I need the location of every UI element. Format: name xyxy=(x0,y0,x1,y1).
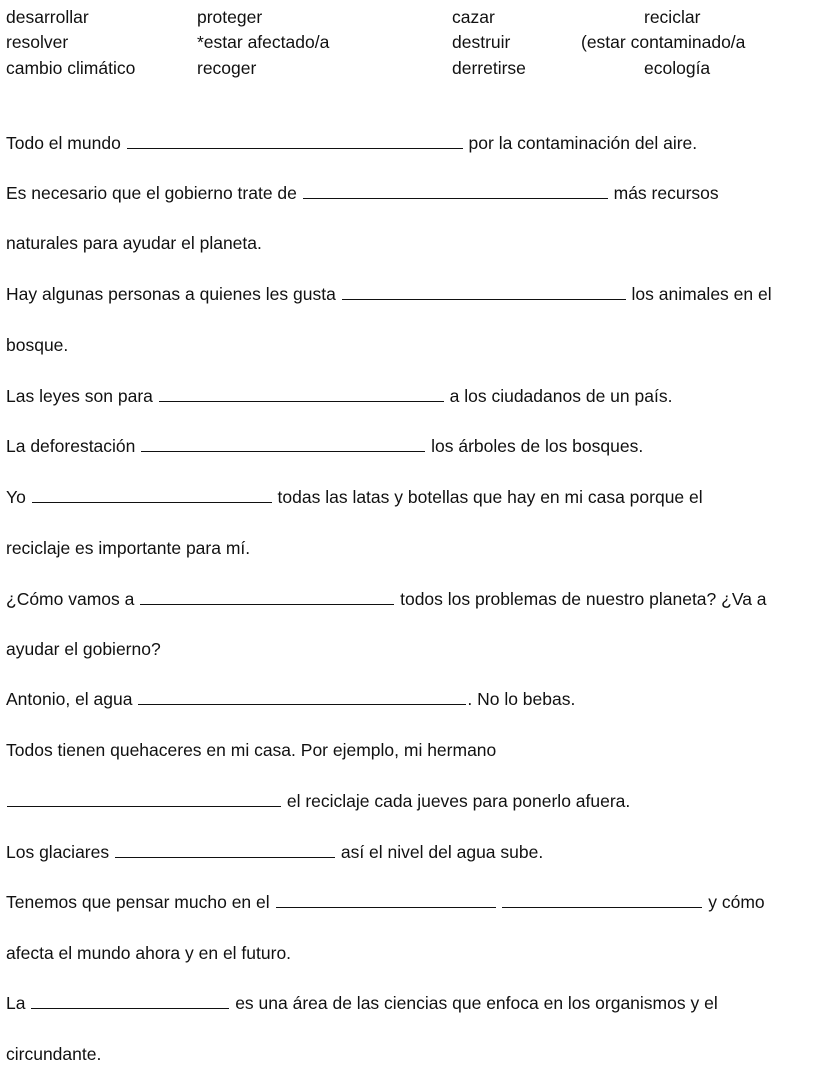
sentence-2 xyxy=(6,182,816,204)
sentence-text: Tenemos que pensar mucho en el xyxy=(6,892,275,912)
answer-blank[interactable] xyxy=(140,589,394,605)
answer-blank[interactable] xyxy=(138,689,466,705)
sentence-10 xyxy=(6,841,816,863)
sentence-text: más recursos xyxy=(608,183,719,203)
sentence-text: Todo el mundo xyxy=(6,133,126,153)
word-bank-item: destruir xyxy=(452,32,511,52)
sentence-12-continued: circundante. xyxy=(6,1044,102,1064)
sentence-11 xyxy=(6,891,816,913)
word-bank-item: cazar xyxy=(452,7,495,27)
sentence-text: así el nivel del agua sube. xyxy=(335,842,544,862)
answer-blank[interactable] xyxy=(7,791,281,807)
sentence-text: el reciclaje cada jueves para ponerlo afuera. xyxy=(282,791,631,811)
sentence-3-continued: bosque. xyxy=(6,335,69,355)
answer-blank[interactable] xyxy=(342,284,626,300)
word-bank-item: desarrollar xyxy=(6,7,89,27)
sentence-text: Antonio, el agua xyxy=(6,689,138,709)
sentence-text: La xyxy=(6,993,31,1013)
sentence-4 xyxy=(6,385,816,407)
sentence-text: La deforestación xyxy=(6,436,141,456)
sentence-text: por la contaminación del aire. xyxy=(463,133,698,153)
answer-blank[interactable] xyxy=(115,842,335,858)
answer-blank[interactable] xyxy=(502,892,702,908)
sentence-text xyxy=(497,892,502,912)
sentence-3 xyxy=(6,283,816,305)
answer-blank[interactable] xyxy=(159,386,444,402)
word-bank-item: recoger xyxy=(197,58,257,78)
sentence-9-continued xyxy=(6,790,816,812)
sentence-text: Hay algunas personas a quienes les gusta xyxy=(6,284,341,304)
sentence-2-continued: naturales para ayudar el planeta. xyxy=(6,233,262,253)
sentence-7 xyxy=(6,588,816,610)
word-bank-item: reciclar xyxy=(644,7,701,27)
word-bank-item: cambio climático xyxy=(6,58,136,78)
sentence-text: Yo xyxy=(6,487,31,507)
sentence-text: Las leyes son para xyxy=(6,386,158,406)
sentence-text: . No lo bebas. xyxy=(467,689,576,709)
word-bank-item: derretirse xyxy=(452,58,526,78)
sentence-text: a los ciudadanos de un país. xyxy=(444,386,673,406)
sentence-text: todas las latas y botellas que hay en mi casa porque el xyxy=(272,487,703,507)
sentence-11-continued: afecta el mundo ahora y en el futuro. xyxy=(6,943,292,963)
word-bank-item: proteger xyxy=(197,7,263,27)
sentence-text: Los glaciares xyxy=(6,842,114,862)
sentence-9: Todos tienen quehaceres en mi casa. Por ejemplo, mi hermano xyxy=(6,740,497,760)
word-bank-item: *estar afectado/a xyxy=(197,32,330,52)
sentence-text: Es necesario que el gobierno trate de xyxy=(6,183,302,203)
word-bank-item: (estar contaminado/a xyxy=(581,32,746,52)
sentence-12 xyxy=(6,992,816,1014)
answer-blank[interactable] xyxy=(31,993,229,1009)
sentence-6-continued: reciclaje es importante para mí. xyxy=(6,538,251,558)
sentence-1 xyxy=(6,132,816,154)
answer-blank[interactable] xyxy=(32,487,272,503)
sentence-text: los animales en el xyxy=(626,284,772,304)
answer-blank[interactable] xyxy=(303,183,608,199)
sentence-text: los árboles de los bosques. xyxy=(426,436,644,456)
answer-blank[interactable] xyxy=(141,436,425,452)
word-bank-item: resolver xyxy=(6,32,69,52)
sentence-7-continued: ayudar el gobierno? xyxy=(6,639,161,659)
sentence-5 xyxy=(6,435,816,457)
sentence-text: y cómo xyxy=(703,892,765,912)
sentence-8 xyxy=(6,688,816,710)
sentence-6 xyxy=(6,486,816,508)
answer-blank[interactable] xyxy=(127,133,463,149)
sentence-text: todos los problemas de nuestro planeta? ¿Va a xyxy=(395,589,767,609)
answer-blank[interactable] xyxy=(276,892,496,908)
sentence-text: es una área de las ciencias que enfoca en los organismos y el xyxy=(230,993,718,1013)
sentence-text: ¿Cómo vamos a xyxy=(6,589,140,609)
word-bank-item: ecología xyxy=(644,58,711,78)
